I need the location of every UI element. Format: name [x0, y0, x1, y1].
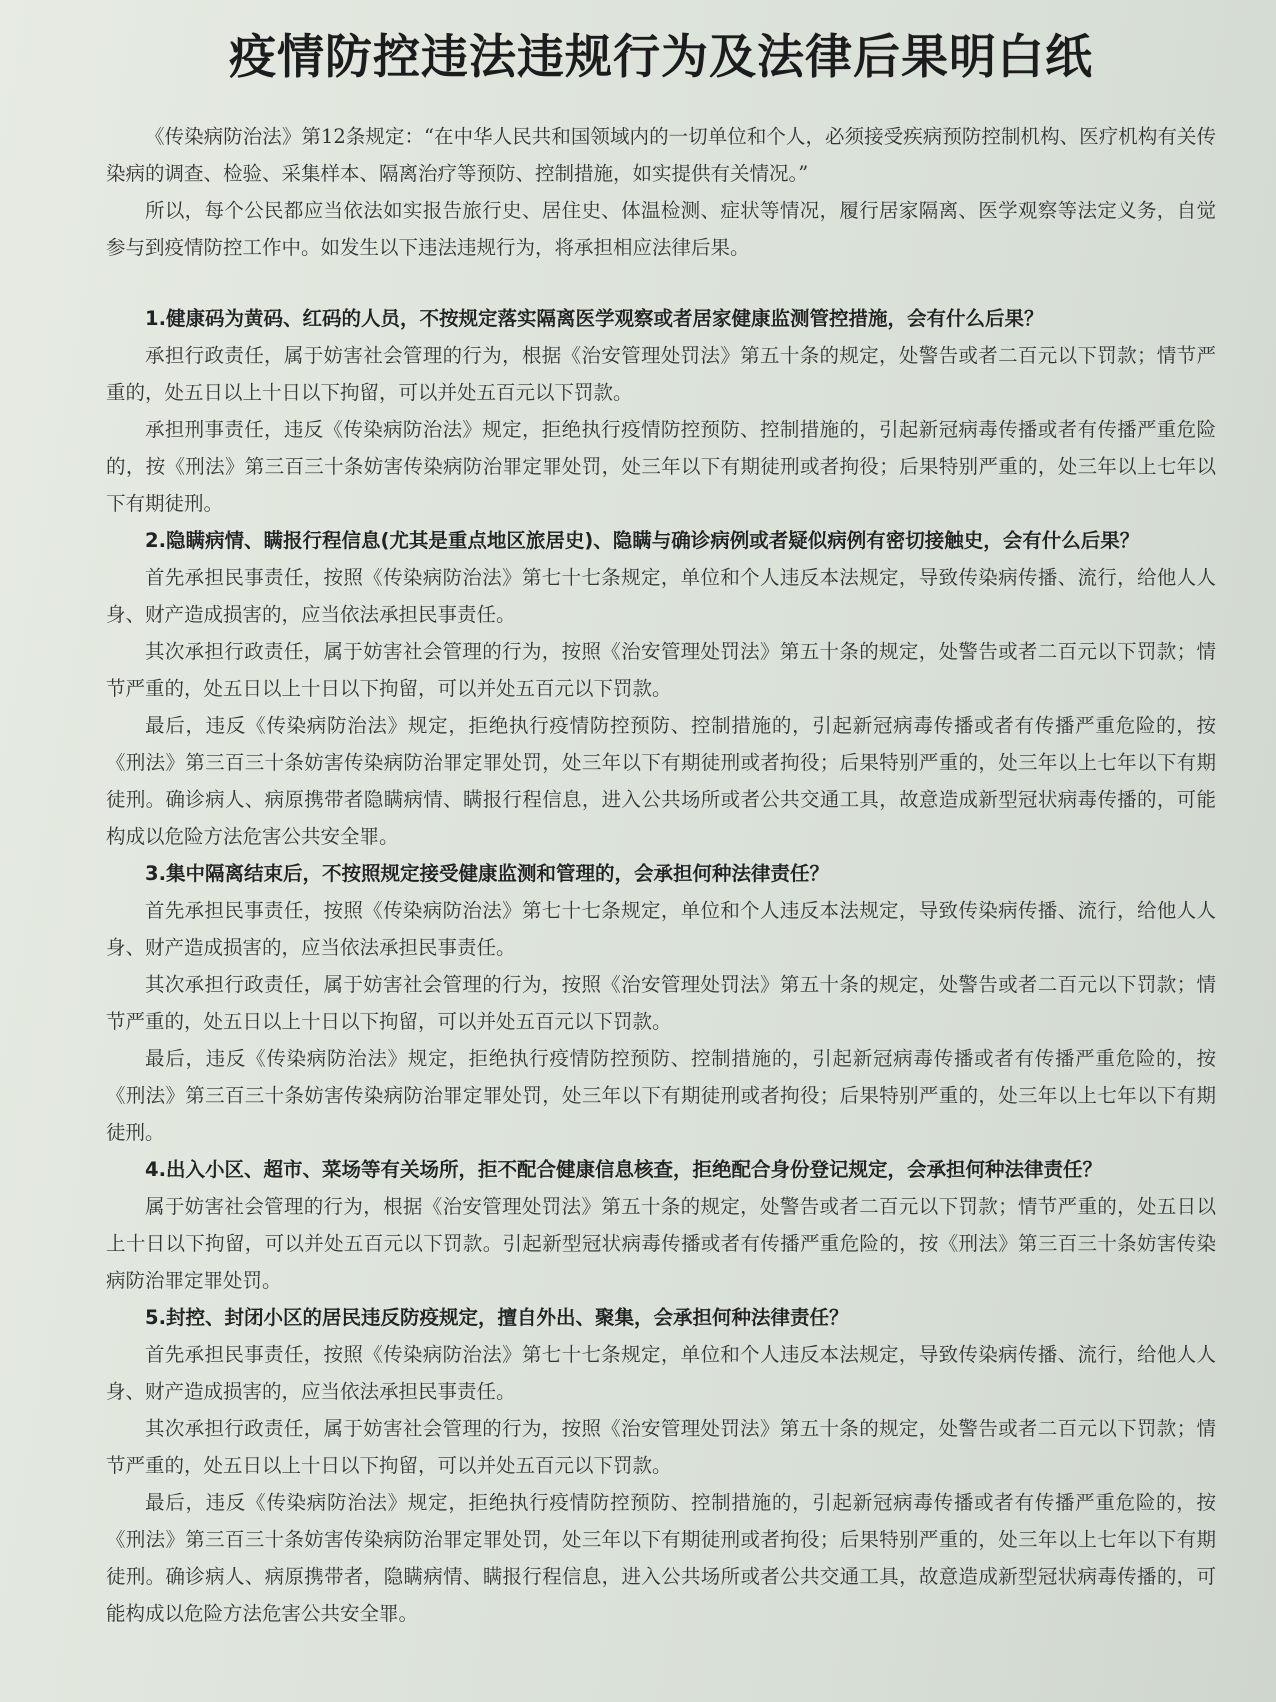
- section-5: [106, 1299, 1216, 1632]
- spacer: [106, 266, 1216, 300]
- section-paragraph: 最后，违反《传染病防治法》规定，拒绝执行疫情防控预防、控制措施的，引起新冠病毒传播或者有传播严重危险的，按《刑法》第三百三十条妨害传染病防治罪定罪处罚，处三年以下有期徒刑或者拘役；后果特别严重的，处三年以上七年以下有期徒刑。确诊病人、病原携带者隐瞒病情、瞒报行程信息，进入公共场所或者公共交通工具，故意造成新型冠状病毒传播的，可能构成以危险方法危害公共安全罪。: [106, 714, 1216, 848]
- section-paragraph: 属于妨害社会管理的行为，根据《治安管理处罚法》第五十条的规定，处警告或者二百元以下罚款；情节严重的，处五日以上十日以下拘留，可以并处五百元以下罚款。引起新型冠状病毒传播或者有传播严重危险的，按《刑法》第三百三十条妨害传染病防治罪定罪处罚。: [106, 1195, 1216, 1292]
- section-paragraph: 最后，违反《传染病防治法》规定，拒绝执行疫情防控预防、控制措施的，引起新冠病毒传播或者有传播严重危险的，按《刑法》第三百三十条妨害传染病防治罪定罪处罚，处三年以下有期徒刑或者拘役；后果特别严重的，处三年以上七年以下有期徒刑。确诊病人、病原携带者，隐瞒病情、瞒报行程信息，进入公共场所或者公共交通工具，故意造成新型冠状病毒传播的，可能构成以危险方法危害公共安全罪。: [106, 1491, 1216, 1625]
- section-paragraph: 首先承担民事责任，按照《传染病防治法》第七十七条规定，单位和个人违反本法规定，导致传染病传播、流行，给他人人身、财产造成损害的，应当依法承担民事责任。: [106, 899, 1216, 959]
- section-question: 4.出入小区、超市、菜场等有关场所，拒不配合健康信息核查，拒绝配合身份登记规定，会承担何种法律责任？: [145, 1158, 1102, 1181]
- section-paragraph: 首先承担民事责任，按照《传染病防治法》第七十七条规定，单位和个人违反本法规定，导致传染病传播、流行，给他人人身、财产造成损害的，应当依法承担民事责任。: [106, 1343, 1216, 1403]
- section-1: [106, 300, 1216, 522]
- section-question: 3.集中隔离结束后，不按照规定接受健康监测和管理的，会承担何种法律责任？: [145, 862, 829, 885]
- section-4: [106, 1151, 1216, 1299]
- section-question: 1.健康码为黄码、红码的人员，不按规定落实隔离医学观察或者居家健康监测管控措施，会有什么后果？: [145, 307, 1044, 330]
- section-paragraph: 其次承担行政责任，属于妨害社会管理的行为，按照《治安管理处罚法》第五十条的规定，处警告或者二百元以下罚款；情节严重的，处五日以上十日以下拘留，可以并处五百元以下罚款。: [106, 1417, 1216, 1477]
- section-question: 5.封控、封闭小区的居民违反防疫规定，擅自外出、聚集，会承担何种法律责任？: [145, 1306, 849, 1329]
- section-3: [106, 855, 1216, 1151]
- page-title: 疫情防控违法违规行为及法律后果明白纸: [229, 30, 1093, 85]
- section-paragraph: 承担行政责任，属于妨害社会管理的行为，根据《治安管理处罚法》第五十条的规定，处警告或者二百元以下罚款；情节严重的，处五日以上十日以下拘留，可以并处五百元以下罚款。: [106, 344, 1216, 404]
- section-paragraph: 其次承担行政责任，属于妨害社会管理的行为，按照《治安管理处罚法》第五十条的规定，处警告或者二百元以下罚款；情节严重的，处五日以上十日以下拘留，可以并处五百元以下罚款。: [106, 973, 1216, 1033]
- section-2: [106, 522, 1216, 855]
- section-paragraph: 最后，违反《传染病防治法》规定，拒绝执行疫情防控预防、控制措施的，引起新冠病毒传播或者有传播严重危险的，按《刑法》第三百三十条妨害传染病防治罪定罪处罚，处三年以下有期徒刑或者拘役；后果特别严重的，处三年以上七年以下有期徒刑。: [106, 1047, 1216, 1144]
- section-paragraph: 首先承担民事责任，按照《传染病防治法》第七十七条规定，单位和个人违反本法规定，导致传染病传播、流行，给他人人身、财产造成损害的，应当依法承担民事责任。: [106, 566, 1216, 626]
- intro-paragraph: 所以，每个公民都应当依法如实报告旅行史、居住史、体温检测、症状等情况，履行居家隔离、医学观察等法定义务，自觉参与到疫情防控工作中。如发生以下违法违规行为，将承担相应法律后果。: [106, 199, 1216, 259]
- intro-paragraph: 《传染病防治法》第12条规定：“在中华人民共和国领域内的一切单位和个人，必须接受疾病预防控制机构、医疗机构有关传染病的调查、检验、采集样本、隔离治疗等预防、控制措施，如实提供有关情况。”: [106, 125, 1216, 185]
- section-question: 2.隐瞒病情、瞒报行程信息(尤其是重点地区旅居史)、隐瞒与确诊病例或者疑似病例有密切接触史，会有什么后果？: [145, 529, 1140, 552]
- section-paragraph: 其次承担行政责任，属于妨害社会管理的行为，按照《治安管理处罚法》第五十条的规定，处警告或者二百元以下罚款；情节严重的，处五日以上十日以下拘留，可以并处五百元以下罚款。: [106, 640, 1216, 700]
- section-paragraph: 承担刑事责任，违反《传染病防治法》规定，拒绝执行疫情防控预防、控制措施的，引起新冠病毒传播或者有传播严重危险的，按《刑法》第三百三十条妨害传染病防治罪定罪处罚，处三年以下有期徒刑或者拘役；后果特别严重的，处三年以上七年以下有期徒刑。: [106, 418, 1216, 515]
